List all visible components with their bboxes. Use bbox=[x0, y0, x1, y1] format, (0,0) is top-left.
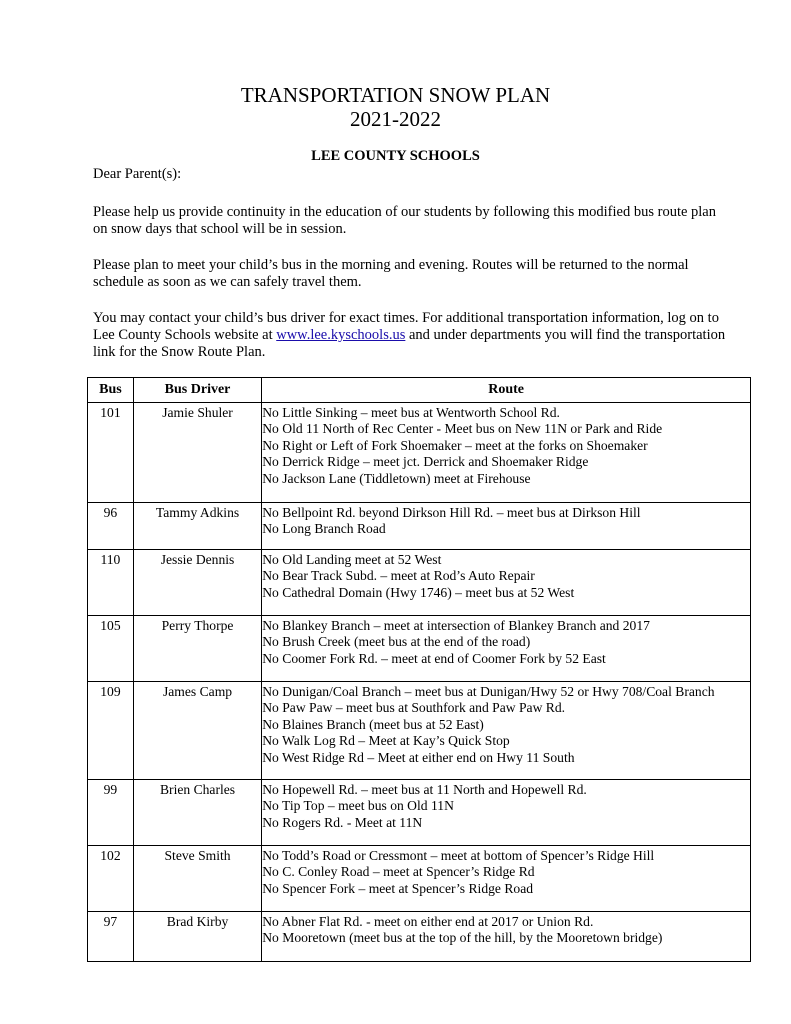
route-line: No Little Sinking – meet bus at Wentworth School Rd. bbox=[262, 405, 560, 420]
route-line: No Spencer Fork – meet at Spencer’s Ridge Road bbox=[262, 880, 534, 896]
website-link[interactable]: www.lee.kyschools.us bbox=[276, 327, 406, 343]
bus-number-cell: 110 bbox=[88, 550, 134, 616]
bus-number-cell: 96 bbox=[88, 503, 134, 550]
document-year: 2021-2022 bbox=[350, 107, 441, 131]
table-header-row bbox=[88, 378, 751, 403]
route-cell bbox=[262, 550, 751, 616]
route-line: No Paw Paw – meet bus at Southfork and Paw Paw Rd. bbox=[262, 700, 566, 716]
greeting: Dear Parent(s): bbox=[93, 166, 182, 182]
bus-number-cell: 99 bbox=[88, 780, 134, 846]
route-line: No Coomer Fork Rd. – meet at end of Coomer Fork by 52 East bbox=[262, 650, 606, 666]
route-cell bbox=[262, 616, 751, 682]
route-line: No Mooretown (meet bus at the top of the hill, by the Mooretown bridge) bbox=[262, 930, 663, 946]
bus-driver-cell: Brad Kirby bbox=[133, 912, 261, 962]
route-cell bbox=[262, 846, 751, 912]
route-line: No C. Conley Road – meet at Spencer’s Ridge Rd bbox=[262, 864, 535, 880]
bus-driver-cell: Jamie Shuler bbox=[133, 403, 261, 503]
paragraph-continuity: Please help us provide continuity in the education of our students by following this modified bus route plan on snow days that school will be in session. bbox=[93, 204, 716, 237]
header-bus: Bus bbox=[88, 378, 134, 403]
table-row bbox=[88, 846, 751, 912]
document-title: TRANSPORTATION SNOW PLAN bbox=[240, 83, 551, 107]
contact-text-end: and under departments you will find the transportation link for the Snow Route Plan. bbox=[93, 327, 726, 360]
route-line: No Walk Log Rd – Meet at Kay’s Quick Stop bbox=[262, 733, 510, 749]
table-row bbox=[88, 616, 751, 682]
table-row bbox=[88, 550, 751, 616]
table-row bbox=[88, 912, 751, 962]
table-row bbox=[88, 403, 751, 503]
route-line: No Old 11 North of Rec Center - Meet bus on New 11N or Park and Ride bbox=[262, 421, 663, 437]
table-row bbox=[88, 780, 751, 846]
route-line: No Bellpoint Rd. beyond Dirkson Hill Rd. – meet bus at Dirkson Hill bbox=[262, 505, 641, 520]
header-bus-driver: Bus Driver bbox=[133, 378, 261, 403]
bus-driver-cell: Tammy Adkins bbox=[133, 503, 261, 550]
route-cell bbox=[262, 403, 751, 503]
table-body bbox=[88, 403, 751, 962]
bus-driver-cell: James Camp bbox=[133, 682, 261, 780]
contact-text-start: You may contact your child’s bus driver for exact times. For additional transportation information, log on to Lee County Schools website at bbox=[93, 310, 719, 343]
route-cell bbox=[262, 503, 751, 550]
route-line: No Bear Track Subd. – meet at Rod’s Auto Repair bbox=[262, 568, 535, 584]
route-line: No Long Branch Road bbox=[262, 521, 386, 537]
route-line: No Rogers Rd. - Meet at 11N bbox=[262, 814, 423, 830]
paragraph-meeting: Please plan to meet your child’s bus in the morning and evening. Routes will be returned to the normal schedule as soon as we can safely travel them. bbox=[93, 257, 689, 290]
route-line: No Hopewell Rd. – meet bus at 11 North and Hopewell Rd. bbox=[262, 782, 587, 797]
route-line: No Blankey Branch – meet at intersection of Blankey Branch and 2017 bbox=[262, 618, 650, 633]
table-row bbox=[88, 682, 751, 780]
route-line: No Blaines Branch (meet bus at 52 East) bbox=[262, 716, 484, 732]
route-cell bbox=[262, 912, 751, 962]
paragraph-contact bbox=[93, 310, 733, 361]
bus-number-cell: 101 bbox=[88, 403, 134, 503]
route-line: No Dunigan/Coal Branch – meet bus at Dunigan/Hwy 52 or Hwy 708/Coal Branch bbox=[262, 684, 715, 699]
bus-number-cell: 97 bbox=[88, 912, 134, 962]
route-line: No Jackson Lane (Tiddletown) meet at Firehouse bbox=[262, 470, 531, 486]
route-line: No Abner Flat Rd. - meet on either end at 2017 or Union Rd. bbox=[262, 914, 594, 929]
route-line: No West Ridge Rd – Meet at either end on Hwy 11 South bbox=[262, 749, 575, 765]
route-line: No Derrick Ridge – meet jct. Derrick and Shoemaker Ridge bbox=[262, 454, 589, 470]
bus-number-cell: 105 bbox=[88, 616, 134, 682]
bus-driver-cell: Jessie Dennis bbox=[133, 550, 261, 616]
route-line: No Tip Top – meet bus on Old 11N bbox=[262, 798, 454, 814]
bus-driver-cell: Perry Thorpe bbox=[133, 616, 261, 682]
route-line: No Right or Left of Fork Shoemaker – meet at the forks on Shoemaker bbox=[262, 437, 648, 453]
route-cell bbox=[262, 780, 751, 846]
table-row bbox=[88, 503, 751, 550]
route-line: No Cathedral Domain (Hwy 1746) – meet bus at 52 West bbox=[262, 584, 575, 600]
bus-driver-cell: Brien Charles bbox=[133, 780, 261, 846]
bus-number-cell: 109 bbox=[88, 682, 134, 780]
bus-driver-cell: Steve Smith bbox=[133, 846, 261, 912]
route-line: No Old Landing meet at 52 West bbox=[262, 552, 442, 567]
district-name: LEE COUNTY SCHOOLS bbox=[311, 148, 480, 164]
header-route: Route bbox=[262, 378, 751, 403]
route-line: No Todd’s Road or Cressmont – meet at bottom of Spencer’s Ridge Hill bbox=[262, 848, 655, 863]
bus-number-cell: 102 bbox=[88, 846, 134, 912]
route-cell bbox=[262, 682, 751, 780]
snow-route-table bbox=[87, 377, 751, 962]
route-line: No Brush Creek (meet bus at the end of the road) bbox=[262, 634, 531, 650]
